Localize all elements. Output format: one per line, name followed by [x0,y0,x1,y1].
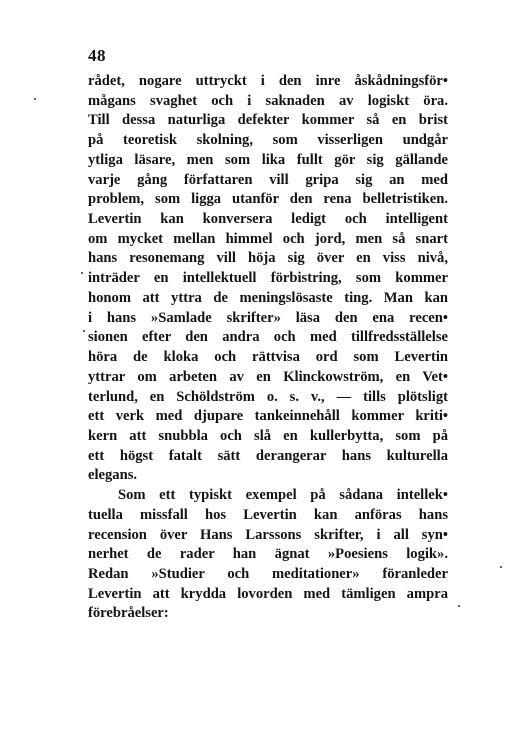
text-line: om mycket mellan himmel och jord, men så snart [88,230,448,247]
scan-speck [458,605,460,607]
text-line: förebråelser: [88,605,169,622]
paragraph-first-line: Som ett typiskt exempel på sådana intellek• [118,487,448,504]
text-line: Till dessa naturliga defekter kommer så en brist [88,112,448,129]
text-line: recension över Hans Larssons skrifter, i all syn• [88,526,448,543]
page-number: 48 [88,46,106,65]
text-line: Levertin att krydda lovorden med tämligen ampra [88,585,448,602]
paragraph-end-line: elegans. [88,467,138,484]
text-line: yttrar om arbeten av en Klinckowström, en Vet• [88,368,448,385]
text-line: problem, som ligga utanför den rena belletristiken. [88,191,448,208]
text-line: varje gång författaren vill gripa sig an med [88,171,448,188]
text-line: honom att yttra de meningslösaste ting. Man kan [88,289,448,306]
text-line: tuella missfall hos Levertin kan anföras hans [88,506,448,523]
text-line: rådet, nogare uttryckt i den inre åskådningsför• [88,73,448,89]
text-line: kern att snubbla och slå en kullerbytta, som på [88,427,448,444]
text-line: på teoretisk skolning, som visserligen undgår [88,132,448,149]
text-line: Redan »Studier och meditationer» föranleder [88,565,448,582]
text-line: terlund, en Schöldström o. s. v., — tills plötsligt [88,388,448,405]
body-text [88,72,448,624]
scan-speck [34,98,36,100]
scan-speck [83,330,85,332]
scan-speck [81,272,83,274]
text-line: mågans svaghet och i saknaden av logiskt öra. [88,92,448,109]
text-line: ett högst fatalt sätt derangerar hans kulturella [88,447,448,464]
text-line: sionen efter den andra och med tillfredsställelse [88,329,448,346]
text-line: ett verk med djupare tankeinnehåll kommer kriti• [88,408,448,425]
text-line: ytliga läsare, men som lika fullt gör sig gällande [88,151,448,168]
text-line: Levertin kan konversera ledigt och intelligent [88,211,448,228]
text-line: inträder en intellektuell förbistring, som kommer [88,270,448,287]
text-line: nerhet de rader han ägnat »Poesiens logik». [88,546,448,563]
text-line: hans resonemang vill höja sig över en viss nivå, [88,250,448,267]
scan-speck [500,566,502,568]
text-line: i hans »Samlade skrifter» läsa den ena recen• [88,309,448,326]
text-line: höra de kloka och rättvisa ord som Levertin [88,349,448,366]
